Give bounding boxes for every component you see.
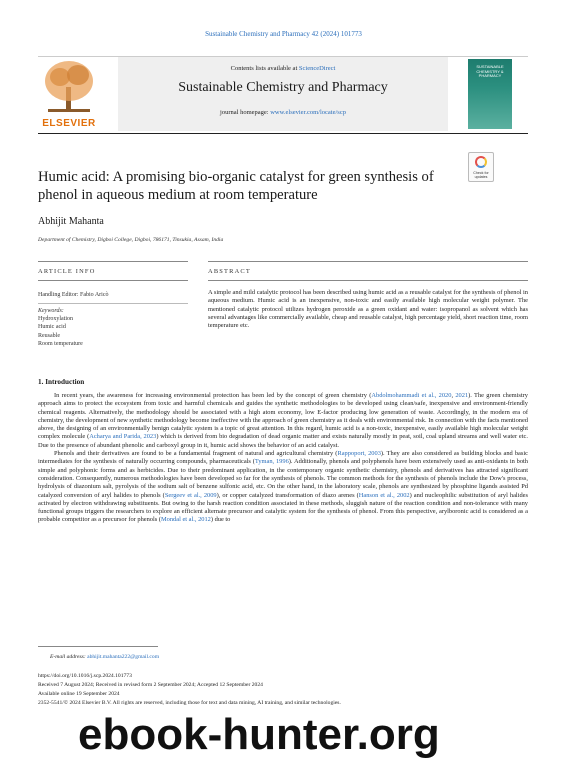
introduction-body <box>38 392 528 525</box>
homepage-line: journal homepage: www.elsevier.com/locate/scp <box>220 109 346 116</box>
author-affiliation: Department of Chemistry, Digboi College, Digboi, 786171, Tinsukia, Assam, India <box>38 237 224 243</box>
article-info-rule-top <box>38 261 188 262</box>
abstract-text: A simple and mild catalytic protocol has been described using humic acid as a reusable catalyst for the synthesis of phenol in aqueous medium. Humic acid is an inexpensive, non-toxic and easily available high molecular weight polymer. The mentioned catalytic protocol utilizes hydrogen peroxide as a green oxidant and water: isopropanol as solvent which has several advantages like commercially available, cheap and reusable catalyst, high percentage yield, short reaction time, room temperature etc. <box>208 289 528 330</box>
email-link[interactable]: abhijit.mahanta222@gmail.com <box>87 654 160 660</box>
keyword: Room temperature <box>38 340 83 347</box>
keywords-label: Keywords: <box>38 308 64 314</box>
citation-link[interactable]: Tyman, 1996 <box>254 458 289 466</box>
received-dates: Received 7 August 2024; Received in revised form 2 September 2024; Accepted 12 September 2024 <box>38 682 263 688</box>
corresponding-email: E-mail address: abhijit.mahanta222@gmail.com <box>50 654 160 660</box>
citation-link[interactable]: 2021 <box>455 392 469 399</box>
article-info-heading: ARTICLE INFO <box>38 268 96 275</box>
journal-reference[interactable]: Sustainable Chemistry and Pharmacy 42 (2024) 101773 <box>205 30 362 38</box>
abstract-heading: ABSTRACT <box>208 268 251 275</box>
keywords-rule <box>38 303 188 304</box>
publisher-name: ELSEVIER <box>42 118 96 129</box>
paragraph: In recent years, the awareness for increasing environmental protection has been led by the concept of green chemistry (Abdolmohammadi et al., 2020, 2021). The green chemistry approach aims to protect the ecosystem from toxic and harmful chemicals and guides the synthetic methodologies to be developed using clean/safe, inexpensive and environment-friendly chemical reagents. Alternatively, the methodology should be associated with a high atom economy, low E-factor producing low generation of waste. Accordingly, in the modern era of chemistry, the development of new synthetic methodology become ineffective with the approach of green chemistry as it deals with environmental risk. In connection with the facts mentioned above, the designing of an environmentally benign catalytic system is a topic of great attention. In this regard, humic acid is a non-toxic, inexpensive, easily available high molecular weight complex molecule (Acharya and Parida, 2023) which is derived from bio degradation of dead organic matter and exists naturally mostly in peat, soil, coal upland streams and well water etc. Due to the presence of abundant phenolic and carboxyl group in it, humic acid shows the behavior of an acid catalyst. <box>38 392 528 449</box>
cover-title: SUSTAINABLE CHEMISTRY & PHARMACY <box>476 64 504 79</box>
keyword-list <box>38 315 188 348</box>
paragraph: Phenols and their derivatives are found to be a fundamental fragment of natural and agricultural chemistry (Rappoport, 2003). They are also considered as building blocks and basic intermediates for the synthesis of naturally occurring compounds, pharmaceuticals (Tyman, 1996). Additionally, phenols and polyphenols have been extensively used as anti-oxidants in both simple and polyphonic forms and as herbicides. Due to their predominant application, in the contemporary organic synthetic chemistry, phenols and derivatives has attracted significant consideration. Consequently, numerous methodologies have been developed so far for the synthesis of phenols. The common methods for the synthesis of phenols include the Dow's process, hydrolysis of diazonium salt, pyrolysis of the sodium salt of benzene sulfonic acid, etc. On the other hand, in the laboratory scale, phenols are synthesized by phosphine ligands assisted Pd catalyzed conversion of aryl halides to phenols (Sergeev et al., 2009), or copper catalyzed transformation of diazo arenes (Hanson et al., 2002) and nucleophilic substitution of aryl halides activated by electron withdrawing substituents. But owing to the harsh reaction condition associated in these methods, sluggish nature of the reaction condition and non-tolerance with many functional groups triggers the researchers to explore an efficient alternate precursor and catalytic system for the synthesis of phenol. From this perspective, arylboronic acid is considered as a probable competitor as a precursor for phenols (Mondal et al., 2012) due to <box>38 450 528 524</box>
check-updates-label: Check for updates <box>473 171 489 179</box>
citation-link[interactable]: Hanson et al., 2002 <box>358 491 410 499</box>
keyword: Humic acid <box>38 324 66 331</box>
abstract-rule <box>208 280 528 281</box>
journal-cover-image[interactable] <box>468 59 512 129</box>
sciencedirect-link[interactable]: ScienceDirect <box>298 65 336 72</box>
keyword: Reusable <box>38 332 60 339</box>
journal-name: Sustainable Chemistry and Pharmacy <box>178 80 388 95</box>
author-name: Abhijit Mahanta <box>38 216 104 227</box>
handling-editor: Handling Editor: Fabio Aricò <box>38 292 109 298</box>
footnote-rule <box>38 646 158 647</box>
article-title: Humic acid: A promising bio-organic catalyst for green synthesis of phenol in aqueous medium at room temperature <box>38 169 434 203</box>
citation-link[interactable]: Abdolmohammadi et al., 2020 <box>371 392 452 399</box>
homepage-link[interactable]: www.elsevier.com/locate/scp <box>270 109 346 116</box>
check-updates-icon <box>475 156 487 168</box>
journal-info-box <box>118 57 448 131</box>
check-for-updates-button[interactable] <box>468 152 494 182</box>
article-info-rule <box>38 280 188 281</box>
elsevier-tree-icon <box>38 57 100 117</box>
contents-line: Contents lists available at ScienceDirect <box>230 65 336 72</box>
citation-link[interactable]: Sergeev et al., 2009 <box>164 491 217 499</box>
abstract-rule-top <box>208 261 528 262</box>
elsevier-logo[interactable] <box>38 57 100 131</box>
section-heading-introduction: 1. Introduction <box>38 378 85 386</box>
journal-header <box>38 56 528 134</box>
copyright: 2352-5541/© 2024 Elsevier B.V. All rights are reserved, including those for text and data mining, AI training, and similar technologies. <box>38 700 341 706</box>
citation-link[interactable]: Mondal et al., 2012 <box>160 516 211 524</box>
available-online: Available online 19 September 2024 <box>38 691 120 697</box>
citation-link[interactable]: Acharya and Parida, 2023 <box>89 433 157 441</box>
keyword: Hydroxylation <box>38 316 73 322</box>
watermark: ebook-hunter.org <box>78 710 440 759</box>
citation-link[interactable]: Rappoport, 2003 <box>337 450 381 458</box>
doi-link[interactable]: https://doi.org/10.1016/j.scp.2024.101773 <box>38 673 132 679</box>
